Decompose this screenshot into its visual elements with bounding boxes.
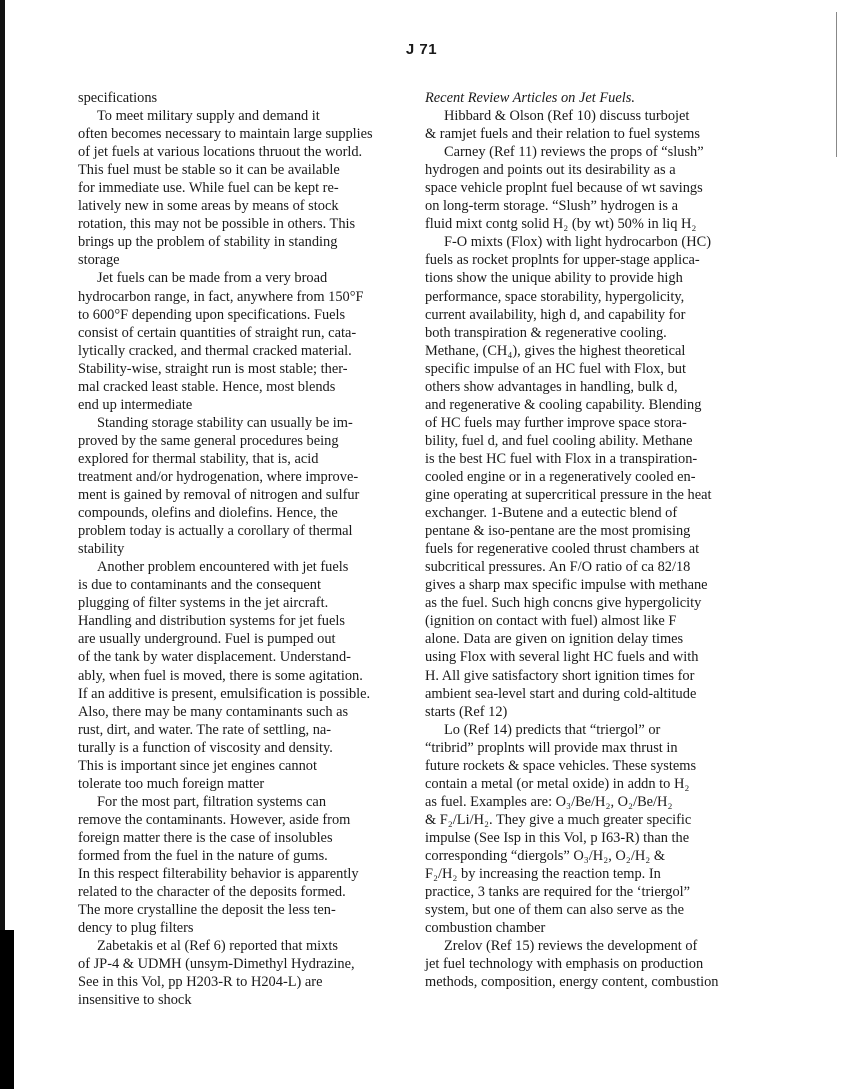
- scan-left-edge: [0, 0, 5, 1089]
- left-column-line: This fuel must be stable so it can be available: [78, 162, 340, 179]
- right-column-line: both transpiration & regenerative cooling.: [425, 324, 667, 341]
- left-column-line: rust, dirt, and water. The rate of settling, na-: [78, 721, 332, 738]
- scan-bottom-left-shadow: [0, 930, 14, 1089]
- right-column-line: exchanger. 1-Butene and a eutectic blend of: [425, 505, 678, 522]
- right-column-line: as the fuel. Such high concns give hypergolicity: [425, 595, 702, 612]
- left-column-line: explored for thermal stability, that is, acid: [78, 450, 319, 467]
- right-column-line: gine operating at supercritical pressure in the heat: [425, 487, 712, 504]
- left-column-line: of the tank by water displacement. Understand-: [78, 649, 351, 666]
- left-column-line: proved by the same general procedures being: [78, 432, 339, 449]
- right-column-line: fuels as rocket proplnts for upper-stage applica-: [425, 252, 700, 269]
- left-column-line: to 600°F depending upon specifications. Fuels: [78, 306, 346, 323]
- right-column-line: F₂/H₂ by increasing the reaction temp. In: [425, 866, 661, 883]
- left-column-line: rotation, this may not be possible in others. This: [78, 216, 356, 233]
- right-column-line: corresponding “diergols” O₃/H₂, O₂/H₂ &: [425, 847, 666, 864]
- left-column-line: Zabetakis et al (Ref 6) reported that mixts: [97, 938, 338, 955]
- right-column-line: subcritical pressures. An F/O ratio of ca 82/18: [425, 559, 691, 576]
- right-column-line: performance, space storability, hypergolicity,: [425, 288, 685, 305]
- left-column-line: brings up the problem of stability in standing: [78, 234, 338, 251]
- right-column-line: practice, 3 tanks are required for the ‘triergol”: [425, 884, 691, 901]
- right-column-line: cooled engine or in a regeneratively cooled en-: [425, 468, 696, 485]
- left-column-line: specifications: [78, 90, 158, 106]
- left-column-line: Jet fuels can be made from a very broad: [97, 270, 328, 287]
- right-column-line: as fuel. Examples are: O₃/Be/H₂, O₂/Be/H₂: [425, 793, 673, 810]
- right-column-line: F-O mixts (Flox) with light hydrocarbon (HC): [444, 234, 712, 251]
- left-column-line: mal cracked least stable. Hence, most blends: [78, 378, 336, 395]
- left-column-line: turally is a function of viscosity and density.: [78, 739, 333, 756]
- right-column-line: system, but one of them can also serve as the: [425, 902, 684, 919]
- left-column-line: Standing storage stability can usually be im-: [97, 414, 353, 431]
- right-column-line: “tribrid” proplnts will provide max thrust in: [425, 739, 678, 756]
- right-column-line: space vehicle proplnt fuel because of wt savings: [425, 180, 703, 197]
- right-column-line: of HC fuels may further improve space stora-: [425, 414, 687, 431]
- left-column-line: stability: [78, 541, 125, 558]
- right-column-line: (ignition on contact with fuel) almost like F: [425, 613, 677, 630]
- left-column-line: of jet fuels at various locations thruout the world.: [78, 144, 363, 161]
- right-column-line: H. All give satisfactory short ignition times for: [425, 667, 695, 684]
- left-column-line: compounds, olefins and diolefins. Hence, the: [78, 505, 338, 522]
- right-column-line: impulse (See Isp in this Vol, p I63-R) than the: [425, 829, 690, 846]
- right-column-line: Zrelov (Ref 15) reviews the development of: [444, 938, 698, 955]
- right-column-line: others show advantages in handling, bulk d,: [425, 378, 678, 395]
- left-column-line: ment is gained by removal of nitrogen and sulfur: [78, 487, 360, 504]
- right-column-line: Recent Review Articles on Jet Fuels.: [425, 90, 635, 106]
- left-column-line: If an additive is present, emulsification is possible.: [78, 685, 371, 702]
- right-column-line: on long-term storage. “Slush” hydrogen is a: [425, 198, 678, 215]
- left-column-line: dency to plug filters: [78, 920, 194, 937]
- left-column-line: Another problem encountered with jet fuels: [97, 559, 349, 576]
- right-column-line: fluid mixt contg solid H₂ (by wt) 50% in liq H₂: [425, 216, 697, 233]
- left-column-line: often becomes necessary to maintain large supplies: [78, 126, 373, 143]
- left-column-line: tolerate too much foreign matter: [78, 775, 265, 792]
- right-column-line: bility, fuel d, and fuel cooling ability. Methane: [425, 432, 693, 449]
- left-column-line: This is important since jet engines cannot: [78, 757, 317, 774]
- scan-right-edge: [836, 12, 837, 157]
- left-column-line: Handling and distribution systems for jet fuels: [78, 613, 345, 630]
- right-column-line: tions show the unique ability to provide high: [425, 270, 683, 287]
- right-column-line: contain a metal (or metal oxide) in addn to H₂: [425, 775, 690, 792]
- left-column-line: See in this Vol, pp H203-R to H204-L) are: [78, 974, 323, 991]
- left-column-line: formed from the fuel in the nature of gums.: [78, 847, 328, 864]
- right-column-line: Lo (Ref 14) predicts that “triergol” or: [444, 721, 661, 738]
- left-column-line: Stability-wise, straight run is most stable; ther-: [78, 360, 348, 377]
- left-text-column: [78, 89, 403, 1009]
- page-number: J 71: [405, 41, 438, 58]
- right-column-line: ambient sea-level start and during cold-altitude: [425, 685, 697, 702]
- left-column-line: end up intermediate: [78, 396, 193, 413]
- left-column-line: To meet military supply and demand it: [97, 108, 320, 125]
- left-column-line: is due to contaminants and the consequent: [78, 577, 321, 594]
- left-column-line: remove the contaminants. However, aside from: [78, 811, 351, 828]
- left-column-line: of JP-4 & UDMH (unsym-Dimethyl Hydrazine,: [78, 956, 355, 973]
- right-column-line: using Flox with several light HC fuels and with: [425, 649, 699, 666]
- right-column-line: current availability, high d, and capability for: [425, 306, 686, 323]
- right-column-line: is the best HC fuel with Flox in a transpiration-: [425, 450, 698, 467]
- right-column-line: Methane, (CH₄), gives the highest theoretical: [425, 342, 686, 359]
- left-column-line: consist of certain quantities of straight run, cata-: [78, 324, 357, 341]
- right-column-line: & ramjet fuels and their relation to fuel systems: [425, 126, 700, 143]
- right-column-line: Carney (Ref 11) reviews the props of “slush”: [444, 144, 704, 161]
- left-column-line: insensitive to shock: [78, 992, 192, 1009]
- right-column-line: specific impulse of an HC fuel with Flox, but: [425, 360, 686, 377]
- right-column-line: Hibbard & Olson (Ref 10) discuss turbojet: [444, 108, 690, 125]
- left-column-line: for immediate use. While fuel can be kept re-: [78, 180, 339, 197]
- left-column-line: problem today is actually a corollary of thermal: [78, 523, 353, 540]
- left-column-line: lytically cracked, and thermal cracked material.: [78, 342, 352, 359]
- left-column-line: foreign matter there is the case of insolubles: [78, 829, 333, 846]
- right-column-line: starts (Ref 12): [425, 703, 508, 720]
- right-column-line: methods, composition, energy content, combustion: [425, 974, 719, 991]
- right-column-line: & F₂/Li/H₂. They give a much greater specific: [425, 811, 692, 828]
- right-column-line: alone. Data are given on ignition delay times: [425, 631, 684, 648]
- left-column-line: treatment and/or hydrogenation, where improve-: [78, 468, 359, 485]
- left-column-line: latively new in some areas by means of stock: [78, 198, 339, 215]
- left-column-line: plugging of filter systems in the jet aircraft.: [78, 595, 329, 612]
- right-column-line: gives a sharp max specific impulse with methane: [425, 577, 708, 594]
- left-column-line: The more crystalline the deposit the less ten-: [78, 902, 336, 919]
- right-column-line: combustion chamber: [425, 920, 546, 937]
- right-column-line: pentane & iso-pentane are the most promising: [425, 523, 691, 540]
- left-column-line: are usually underground. Fuel is pumped out: [78, 631, 336, 648]
- left-column-line: ably, when fuel is moved, there is some agitation.: [78, 667, 363, 684]
- right-column-line: fuels for regenerative cooled thrust chambers at: [425, 541, 700, 558]
- left-column-line: related to the character of the deposits formed.: [78, 884, 346, 901]
- left-column-line: For the most part, filtration systems can: [97, 793, 327, 810]
- right-column-line: jet fuel technology with emphasis on production: [425, 956, 704, 973]
- right-column-line: future rockets & space vehicles. These systems: [425, 757, 697, 774]
- left-column-line: storage: [78, 252, 120, 269]
- left-column-line: hydrocarbon range, in fact, anywhere from 150°F: [78, 288, 364, 305]
- left-column-line: In this respect filterability behavior is apparently: [78, 866, 359, 883]
- right-column-line: and regenerative & cooling capability. Blending: [425, 396, 702, 413]
- right-column-line: hydrogen and points out its desirability as a: [425, 162, 676, 179]
- left-column-line: Also, there may be many contaminants such as: [78, 703, 349, 720]
- right-text-column: [425, 89, 750, 991]
